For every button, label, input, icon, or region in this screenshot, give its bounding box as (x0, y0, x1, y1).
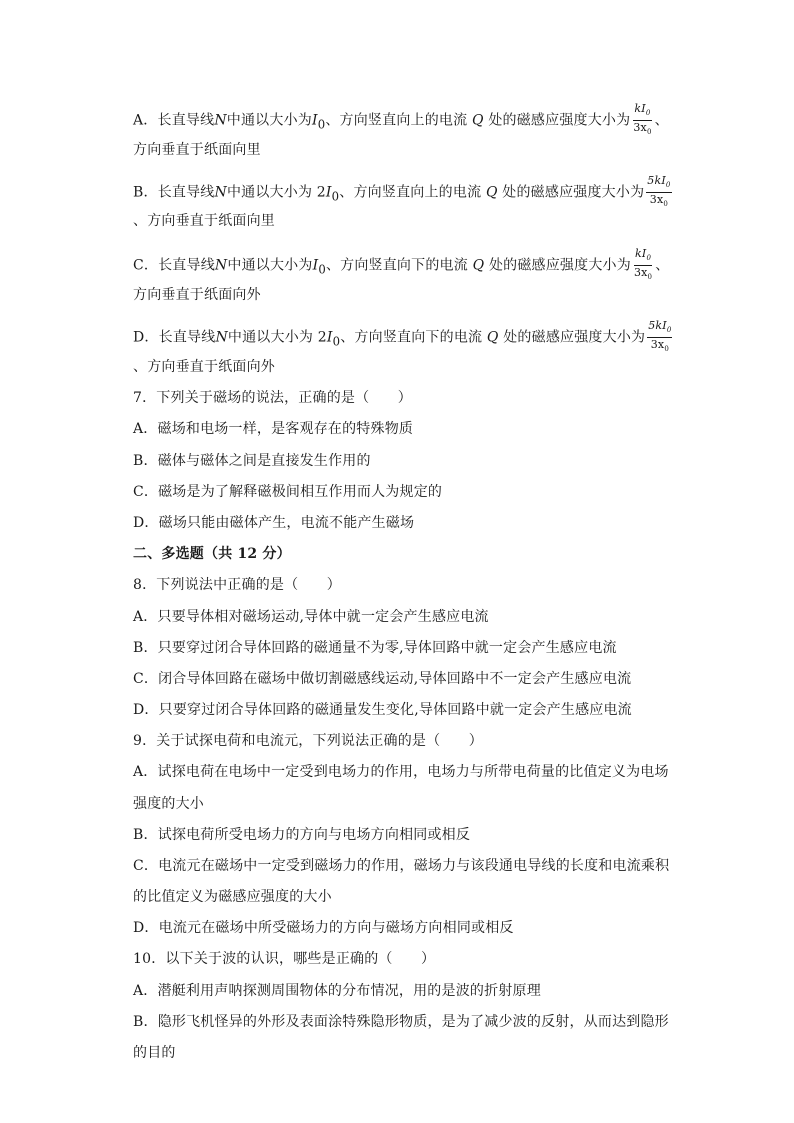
var-n: N (214, 184, 227, 201)
fraction-sub: 0 (666, 326, 672, 335)
option-text: 、方向竖直向上的电流 (339, 184, 482, 201)
q9-stem: 9．关于试探电荷和电流元，下列说法正确的是（ ） (133, 733, 483, 749)
fraction-denominator: 3x (649, 193, 664, 207)
option-label: A．长直导线 (133, 112, 215, 129)
q10-option-b-line2: 的目的 (133, 1045, 176, 1061)
var-i: I (311, 112, 318, 129)
fraction (646, 174, 671, 211)
var-i: I (325, 184, 332, 201)
option-text: 处的磁感应强度大小为 (488, 112, 631, 129)
fraction-numerator: kI (634, 102, 646, 115)
fraction-denominator: 3x (633, 266, 648, 280)
option-text: 处的磁感应强度大小为 (503, 329, 646, 346)
var-i: I (312, 257, 319, 274)
q6-option-a-line2: 方向垂直于纸面向里 (133, 142, 261, 158)
option-tail: 、 (655, 257, 670, 274)
fraction-numerator: 5kI (647, 174, 666, 187)
option-label: B．长直导线 (133, 184, 215, 201)
var-n: N (215, 329, 228, 346)
option-label: D．长直导线 (133, 329, 216, 346)
q8-option-a: A．只要导体相对磁场运动,导体中就一定会产生感应电流 (133, 609, 489, 625)
fraction-denominator: 3x (633, 121, 647, 135)
q8-option-c: C．闭合导体回路在磁场中做切割磁感线运动,导体回路中不一定会产生感应电流 (133, 671, 632, 687)
var-i-sub: 0 (318, 262, 326, 277)
fraction (632, 102, 652, 139)
option-text: 处的磁感应强度大小为 (502, 184, 645, 201)
q6-option-d (133, 319, 674, 356)
q6-option-a (133, 102, 669, 139)
option-text: 中通以大小为 2 (227, 329, 327, 346)
q9-option-a-line2: 强度的大小 (133, 796, 204, 812)
q9-option-a: A．试探电荷在电场中一定受到电场力的作用，电场力与所带电荷量的比值定义为电场 (133, 764, 669, 780)
option-text: 、方向竖直向上的电流 (325, 112, 468, 129)
fraction-sub: 0 (663, 200, 669, 209)
q7-option-b: B．磁体与磁体之间是直接发生作用的 (133, 453, 371, 469)
q10-stem: 10．以下关于波的认识，哪些是正确的（ ） (133, 951, 436, 967)
option-label: C．长直导线 (133, 257, 215, 274)
q7-option-a: A．磁场和电场一样，是客观存在的特殊物质 (133, 421, 414, 437)
q8-stem: 8．下列说法中正确的是（ ） (133, 577, 341, 593)
var-n: N (214, 257, 228, 274)
option-text: 、方向竖直向下的电流 (340, 329, 483, 346)
q9-option-c-line2: 的比值定义为磁感应强度的大小 (133, 889, 332, 905)
q7-stem: 7．下列关于磁场的说法，正确的是（ ） (133, 390, 412, 406)
option-text: 中通以大小为 (227, 257, 313, 274)
option-text: 、方向竖直向下的电流 (325, 257, 468, 274)
var-n: N (214, 112, 227, 129)
q10-option-a: A．潜艇利用声呐探测周围物体的分布情况，用的是波的折射原理 (133, 983, 541, 999)
q9-option-d: D．电流元在磁场中所受磁场力的方向与磁场方向相同或相反 (133, 920, 514, 936)
fraction-sub: 0 (647, 273, 653, 282)
option-text: 处的磁感应强度大小为 (488, 257, 631, 274)
var-i: I (326, 329, 333, 346)
fraction-sub: 0 (645, 109, 651, 118)
option-tail: 、 (654, 112, 669, 129)
option-text: 中通以大小为 2 (226, 184, 326, 201)
section-title: 二、多选题（共 12 分） (133, 546, 291, 562)
var-q: Q (485, 184, 498, 201)
q7-option-d: D．磁场只能由磁体产生，电流不能产生磁场 (133, 515, 415, 531)
var-i-sub: 0 (332, 334, 341, 349)
var-q: Q (486, 329, 499, 346)
fraction-sub: 0 (665, 181, 671, 190)
fraction (647, 319, 672, 356)
q6-option-d-line2: 、方向垂直于纸面向外 (133, 359, 275, 375)
option-text: 中通以大小为 (226, 112, 312, 129)
q9-option-c: C．电流元在磁场中一定受到磁场力的作用，磁场力与该段通电导线的长度和电流乘积 (133, 858, 670, 874)
q9-option-b: B．试探电荷所受电场力的方向与电场方向相同或相反 (133, 827, 471, 843)
q8-option-b: B．只要穿过闭合导体回路的磁通量不为零,导体回路中就一定会产生感应电流 (133, 640, 617, 656)
var-i-sub: 0 (317, 117, 326, 132)
fraction-sub: 0 (646, 128, 652, 137)
q6-option-b (133, 174, 674, 211)
fraction-numerator: 5kI (648, 319, 667, 332)
q7-option-c: C．磁场是为了解释磁极间相互作用而人为规定的 (133, 484, 443, 500)
fraction-numerator: kI (635, 247, 647, 260)
q8-option-d: D．只要穿过闭合导体回路的磁通量发生变化,导体回路中就一定会产生感应电流 (133, 702, 632, 718)
var-q: Q (472, 257, 485, 274)
var-q: Q (471, 112, 484, 129)
q6-option-c-line2: 方向垂直于纸面向外 (133, 287, 261, 303)
q6-option-c (133, 247, 669, 284)
fraction (633, 247, 653, 284)
fraction-denominator: 3x (650, 338, 665, 352)
q10-option-b: B．隐形飞机怪异的外形及表面涂特殊隐形物质，是为了减少波的反射，从而达到隐形 (133, 1014, 669, 1030)
fraction-sub: 0 (664, 345, 669, 354)
fraction-sub: 0 (646, 254, 652, 263)
var-i-sub: 0 (331, 189, 340, 204)
q6-option-b-line2: 、方向垂直于纸面向里 (133, 213, 275, 229)
